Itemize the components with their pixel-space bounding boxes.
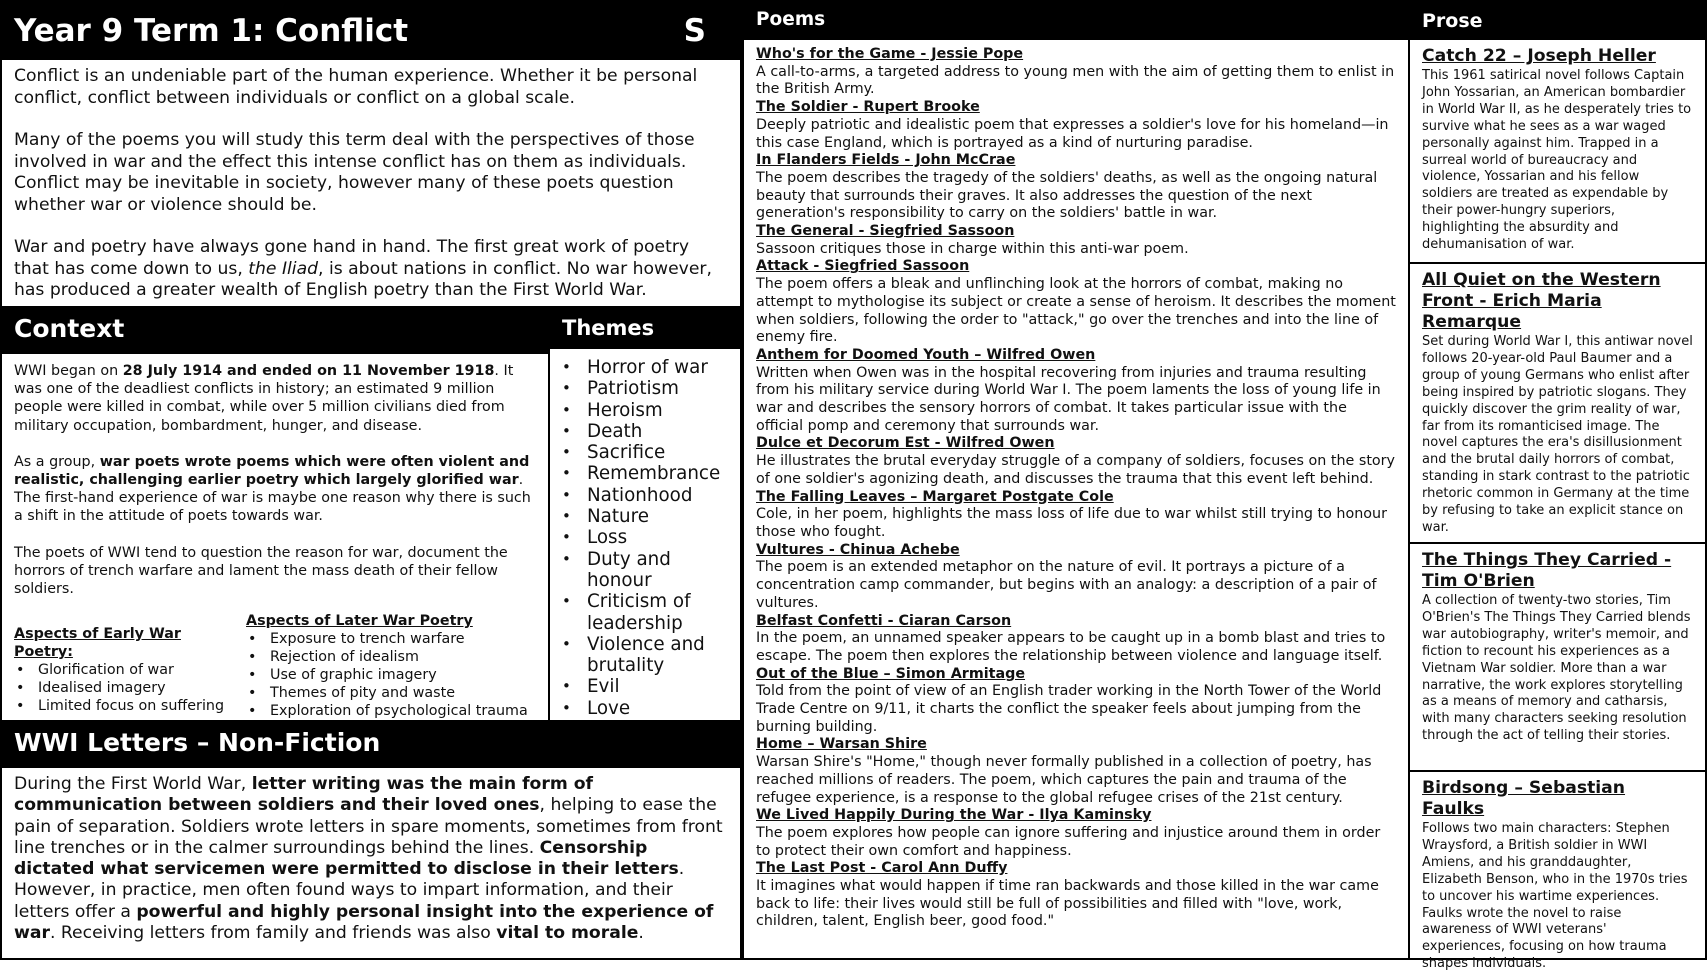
letters-panel: [0, 720, 742, 960]
poem-title: The General - Siegfried Sassoon: [756, 223, 1015, 240]
poem-entry: [756, 46, 1396, 99]
novel-entry: [1410, 544, 1705, 772]
theme-item: • Heroism: [562, 400, 736, 421]
poem-title: Anthem for Doomed Youth – Wilfred Owen: [756, 346, 1096, 363]
poem-title: Out of the Blue – Simon Armitage: [756, 665, 1026, 682]
theme-item: • Violence and brutality: [562, 634, 736, 677]
poem-entry: [756, 347, 1396, 436]
novel-description: Set during World War I, this antiwar novel follows 20-year-old Paul Baumer and a group of young Germans who enlist after being inspired by patriotic slogans. They quickly discover the grim reality of war, far from its romanticised image. The novel captures the era's disillusionment and the brutal daily horrors of combat, standing in stark contrast to the patriotic rhetoric common in Germany at the time by refusing to take an explicit stance on war.: [1422, 334, 1693, 535]
poem-entry: [756, 435, 1396, 488]
page-title: Year 9 Term 1: Conflict: [14, 13, 409, 49]
title-bar: [2, 2, 740, 60]
intro-paragraph: War and poetry have always gone hand in hand. The first great work of poetry that has come down to us, the Iliad, is about nations in conflict. No war however, has produced a greater wealth of English poetry than the First World War.: [14, 237, 712, 300]
list-item: • Rejection of idealism: [246, 648, 528, 666]
novel-entry: [1410, 264, 1705, 544]
poem-description: The poem describes the tragedy of the soldiers' deaths, as well as the ongoing natural beauty that surrounds their graves. It also addresses the question of the next generation's responsibility to carry on the soldiers' battle in war.: [756, 169, 1378, 222]
poem-description: Written when Owen was in the hospital recovering from injuries and trauma resulting from his military service during World War I. The poem laments the loss of young life in war and describes the sensory horrors of combat. It takes particular issue with the official pomp and ceremony that surrounds war.: [756, 364, 1381, 434]
list-item: • Exposure to trench warfare: [246, 630, 528, 648]
themes-list: [550, 349, 740, 740]
context-paragraph: WWI began on 28 July 1914 and ended on 11 November 1918. It was one of the deadliest conflicts in history; an estimated 9 million people were killed in combat, while over 5 million civilians died from military occupation, bombardment, hunger, and disease.: [14, 363, 514, 434]
poem-description: Cole, in her poem, highlights the mass loss of life due to war whilst still trying to honour those who fought.: [756, 506, 1387, 540]
novel-title: All Quiet on the Western Front - Erich Maria Remarque: [1422, 270, 1661, 332]
poem-title: We Lived Happily During the War - Ilya Kaminsky: [756, 807, 1152, 824]
poem-title: The Soldier - Rupert Brooke: [756, 99, 980, 116]
poem-title: Who's for the Game - Jessie Pope: [756, 46, 1024, 62]
poem-title: Belfast Confetti - Ciaran Carson: [756, 612, 1012, 629]
poem-entry: [756, 807, 1396, 860]
poem-entry: [756, 613, 1396, 666]
theme-item: • Remembrance: [562, 463, 736, 484]
poem-description: The poem offers a bleak and unflinching look at the horrors of combat, making no attempt to mythologise its subject or create a sense of heroism. It describes the moment when soldiers, following the order to "attack," go over the trenches and into the line of enemy fire.: [756, 276, 1396, 346]
context-heading: Context: [2, 308, 548, 354]
theme-item: • Evil: [562, 676, 736, 697]
novel-title: Catch 22 – Joseph Heller: [1422, 46, 1656, 66]
letters-heading: WWI Letters – Non-Fiction: [2, 722, 740, 768]
novel-description: Follows two main characters: Stephen Wraysford, a British soldier in WWI Amiens, and his granddaughter, Elizabeth Benson, who in the 1970s tries to uncover his wartime experiences. Faulks wrote the novel to raise awareness of WWI veterans' experiences, focusing on how trauma shapes individuals.: [1422, 821, 1688, 972]
poem-description: In the poem, an unnamed speaker appears to be caught up in a bomb blast and tries to escape. The poem then explores the relationship between violence and language itself.: [756, 630, 1386, 664]
theme-item: • Love: [562, 698, 736, 719]
poem-title: Vultures - Chinua Achebe: [756, 541, 960, 558]
novel-title: The Things They Carried - Tim O'Brien: [1422, 550, 1672, 591]
theme-item: • Patriotism: [562, 378, 736, 399]
poems-list: [744, 40, 1408, 937]
poem-title: In Flanders Fields - John McCrae: [756, 152, 1016, 169]
context-paragraph: As a group, war poets wrote poems which were often violent and realistic, challenging earlier poetry which largely glorified war. The first-hand experience of war is maybe one reason why there is such a shift in the attitude of poets towards war.: [14, 453, 531, 525]
intro-text: [2, 60, 740, 308]
theme-item: • Criticism of leadership: [562, 591, 736, 634]
prose-heading: Prose: [1410, 2, 1705, 40]
theme-item: • Horror of war: [562, 357, 736, 378]
poem-description: A call-to-arms, a targeted address to young men with the aim of getting them to enlist in the British Army.: [756, 63, 1395, 98]
poem-entry: [756, 489, 1396, 542]
poem-description: The poem is an extended metaphor on the nature of evil. It portrays a picture of a concentration camp commander, but begins with an analogy: a description of a pair of vultures.: [756, 559, 1377, 611]
context-paragraph: The poets of WWI tend to question the reason for war, document the horrors of trench warfare and lament the mass death of their fellow soldiers.: [14, 544, 508, 598]
poem-title: Dulce et Decorum Est - Wilfred Owen: [756, 435, 1055, 452]
early-war-aspects: [14, 612, 234, 720]
theme-item: • Duty and honour: [562, 549, 736, 592]
theme-item: • Sacrifice: [562, 442, 736, 463]
later-war-heading: Aspects of Later War Poetry: [246, 613, 473, 630]
aspects-lists: [14, 612, 536, 720]
novel-description: This 1961 satirical novel follows Captain John Yossarian, an American bombardier in World War II, as he desperately tries to survive what he sees as a war waged personally against him. Trapped in a surreal world of bureaucracy and violence, Yossarian and his fellow soldiers are treated as expendable by their power-hungry superiors, highlighting the absurdity and dehumanisation of war.: [1422, 68, 1692, 253]
poem-entry: [756, 860, 1396, 931]
poem-title: Attack - Siegfried Sassoon: [756, 258, 970, 275]
set-letter: S: [683, 13, 706, 49]
poem-description: He illustrates the brutal everyday struggle of a company of soldiers, focuses on the story of one soldier's agonizing death, and discusses the trauma that this event left behind.: [756, 453, 1396, 487]
theme-item: • Death: [562, 421, 736, 442]
list-item: • Limited focus on suffering: [14, 697, 234, 715]
list-item: • Use of graphic imagery: [246, 666, 528, 684]
intro-paragraph: Many of the poems you will study this term deal with the perspectives of those involved in war and the effect this intense conflict has on them as individuals. Conflict may be inevitable in society, however many of these poets question whether war or violence should be.: [14, 130, 695, 215]
theme-item: • Nature: [562, 506, 736, 527]
poem-description: Warsan Shire's "Home," though never formally published in a collection of poetry, has reached millions of readers. The poem, which captures the pain and trauma of the refugee experience, is a response to the global refugee crises of the 21st century.: [756, 754, 1372, 806]
theme-item: • Nationhood: [562, 485, 736, 506]
letters-text: During the First World War, letter writing was the main form of communication between soldiers and their loved ones, helping to ease the pain of separation. Soldiers wrote letters in spare moments, sometimes from front line trenches or in the calmer surroundings behind the lines. Censorship dictated what servicemen were permitted to disclose in their letters. However, in practice, men often found ways to impart information, and their letters offer a powerful and highly personal insight into the experience of war. Receiving letters from family and friends was also vital to morale.: [14, 774, 723, 944]
poem-description: It imagines what would happen if time ran backwards and those killed in the war came back to life: their lives would still be full of possibilities and filled with "love, work, children, talent, English beer, good food.": [756, 878, 1379, 930]
poem-entry: [756, 736, 1396, 807]
poem-entry: [756, 152, 1396, 223]
poem-description: Deeply patriotic and idealistic poem that expresses a soldier's love for his homeland—in this case England, which is portrayed as a kind of nurturing paradise.: [756, 116, 1389, 151]
poems-heading: Poems: [744, 2, 1408, 40]
prose-panel: [1408, 0, 1707, 972]
intro-paragraph: Conflict is an undeniable part of the human experience. Whether it be personal conflict, conflict between individuals or conflict on a global scale.: [14, 66, 698, 108]
poem-entry: [756, 223, 1396, 258]
poem-entry: [756, 542, 1396, 613]
list-item: • Themes of pity and waste: [246, 684, 528, 702]
list-item: • Exploration of psychological trauma: [246, 702, 528, 720]
novel-title: Birdsong – Sebastian Faulks: [1422, 778, 1626, 819]
themes-heading: Themes: [550, 308, 740, 349]
theme-item: • Loss: [562, 527, 736, 548]
later-war-aspects: [246, 612, 528, 720]
context-panel: [0, 306, 550, 722]
novel-entry: [1410, 40, 1705, 264]
poem-entry: [756, 258, 1396, 347]
list-item: • Idealised imagery: [14, 679, 234, 697]
novel-entry: [1410, 772, 1705, 977]
novel-description: A collection of twenty-two stories, Tim O'Brien's The Things They Carried blends war autobiography, writer's memoir, and fiction to recount his experiences as a Vietnam War soldier. More than a war narrative, the work explores storytelling as a means of memory and catharsis, with many characters seeking resolution through the act of telling their stories.: [1422, 593, 1691, 744]
intro-panel: [0, 0, 742, 308]
poem-title: The Last Post - Carol Ann Duffy: [756, 860, 1008, 877]
themes-panel: [548, 306, 742, 722]
poem-title: Home – Warsan Shire: [756, 736, 927, 753]
poem-title: The Falling Leaves – Margaret Postgate Cole: [756, 488, 1114, 505]
iliad-title: the Iliad: [248, 258, 319, 279]
list-item: • Glorification of war: [14, 661, 234, 679]
poem-description: Sassoon critiques those in charge within this anti-war poem.: [756, 240, 1189, 257]
early-war-heading: Aspects of Early War Poetry:: [14, 626, 181, 661]
poem-entry: [756, 99, 1396, 152]
poem-entry: [756, 666, 1396, 737]
poem-description: Told from the point of view of an English trader working in the North Tower of the World Trade Centre on 9/11, it charts the conflict the speaker feels about jumping from the burning building.: [756, 683, 1382, 735]
poems-panel: [742, 0, 1410, 960]
poem-description: The poem explores how people can ignore suffering and injustice around them in order to protect their own comfort and happiness.: [756, 824, 1381, 859]
